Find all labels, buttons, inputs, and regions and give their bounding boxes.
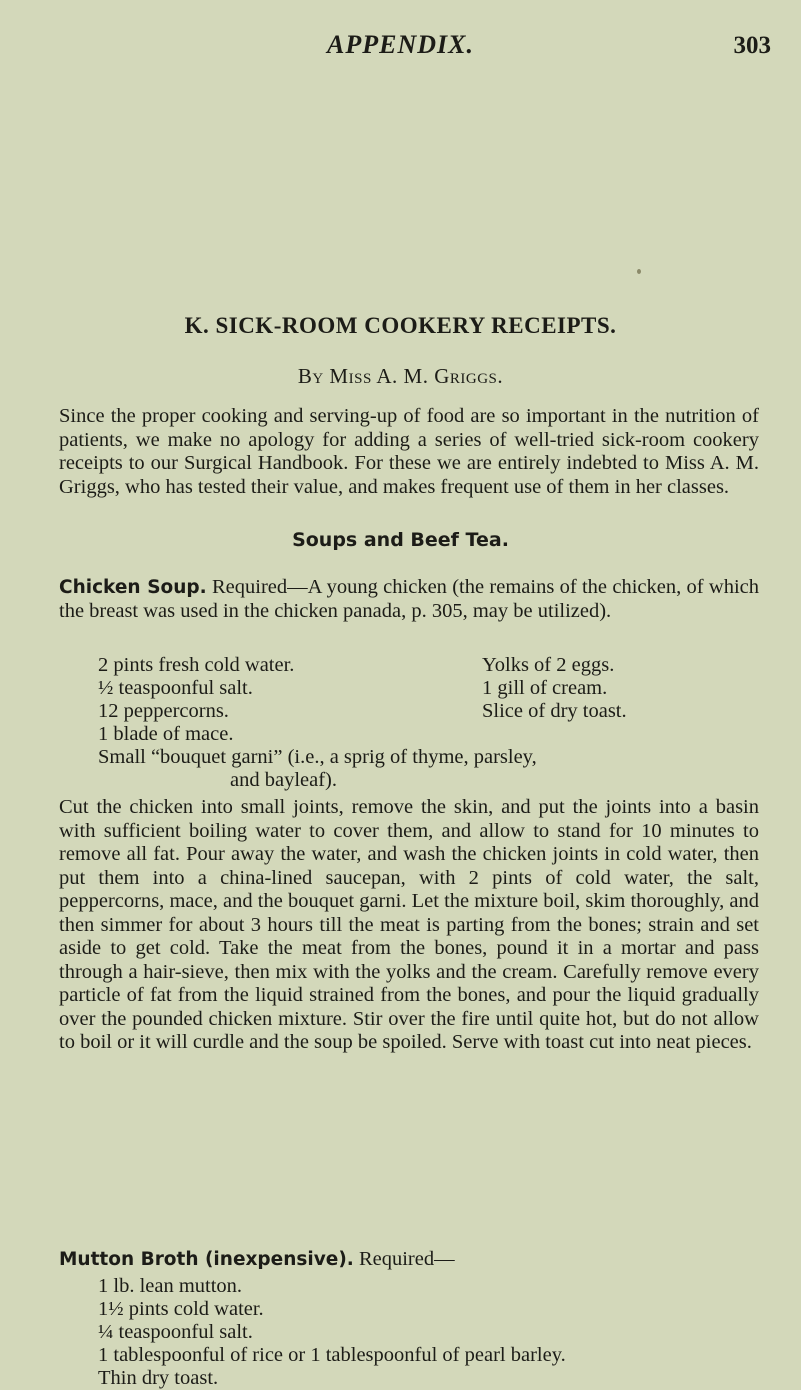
ingredient-item: ¼ teaspoonful salt. (98, 1321, 253, 1343)
chicken-soup-method: Cut the chicken into small joints, remove the skin, and put the joints into a basin with sufficient boiling water to cover them, and allow to stand for 10 minutes to remove all fat. Pour away the water, and wash the chicken joints in cold water, then put them into a china-lined saucepan, with 2 pints of cold water, the salt, peppercorns, mace, and the bouquet garni. Let the mixture boil, skim thoroughly, and then simmer for about 3 hours till the meat is parting from the bones; strain and set aside to get cold. Take the meat from the bones, pound it in a mortar and pass through a hair-sieve, then mix with the yolks and the cream. Carefully remove every particle of fat from the liquid strained from the bones, and pour the liquid gradually over the pounded chicken mixture. Stir over the fire until quite hot, but do not allow to boil or it will curdle and the soup be spoiled. Serve with toast cut into neat pieces. (59, 796, 759, 1053)
chicken-soup-heading: Chicken Soup. (59, 577, 207, 598)
ingredient-row (98, 677, 758, 700)
ink-speck (637, 269, 641, 274)
ingredient-item: ½ teaspoonful salt. (98, 677, 253, 699)
mutton-broth-ingredients (98, 1275, 566, 1390)
page-number: 303 (733, 32, 771, 59)
ingredient-item: Thin dry toast. (98, 1367, 219, 1389)
ingredient-item: Yolks of 2 eggs. (482, 654, 615, 676)
chicken-soup-intro (59, 576, 759, 623)
ingredient-item: 2 pints fresh cold water. (98, 654, 295, 676)
running-title: APPENDIX. (327, 30, 474, 59)
mutton-broth-intro (59, 1248, 455, 1271)
subsection-title: Soups and Beef Tea. (292, 529, 509, 551)
running-head (0, 30, 801, 70)
author-byline: By Miss A. M. Griggs. (297, 364, 504, 388)
ingredient-item: 1½ pints cold water. (98, 1298, 264, 1320)
bouquet-garni-line: Small “bouquet garni” (i.e., a sprig of thyme, parsley, (98, 746, 537, 768)
chicken-soup-required: Required—A young chicken (the remains of the chicken, of which the breast was used in the chicken panada, p. 305, may be utilized). (59, 576, 759, 622)
ingredient-item: 1 lb. lean mutton. (98, 1275, 243, 1297)
bouquet-garni-continuation: and bayleaf). (230, 769, 337, 791)
ingredient-item: 12 peppercorns. (98, 700, 229, 722)
section-title: K. SICK-ROOM COOKERY RECEIPTS. (184, 313, 617, 338)
ingredient-item: 1 blade of mace. (98, 723, 234, 745)
ingredient-item: 1 tablespoonful of rice or 1 tablespoonful of pearl barley. (98, 1344, 566, 1366)
ingredient-row (98, 700, 758, 723)
ingredient-row (98, 723, 758, 746)
mutton-broth-required: Required— (358, 1248, 455, 1270)
ingredient-item: 1 gill of cream. (482, 677, 608, 699)
ingredient-row (98, 654, 758, 677)
ingredient-item: Slice of dry toast. (482, 700, 627, 722)
intro-paragraph: Since the proper cooking and serving-up of food are so important in the nutrition of patients, we make no apology for adding a series of well-tried sick-room cookery receipts to our Surgical Handbook. For these we are entirely indebted to Miss A. M. Griggs, who has tested their value, and makes frequent use of them in her classes. (59, 405, 759, 498)
chicken-soup-ingredients (98, 654, 758, 792)
mutton-broth-heading: Mutton Broth (inexpensive). (59, 1249, 354, 1270)
